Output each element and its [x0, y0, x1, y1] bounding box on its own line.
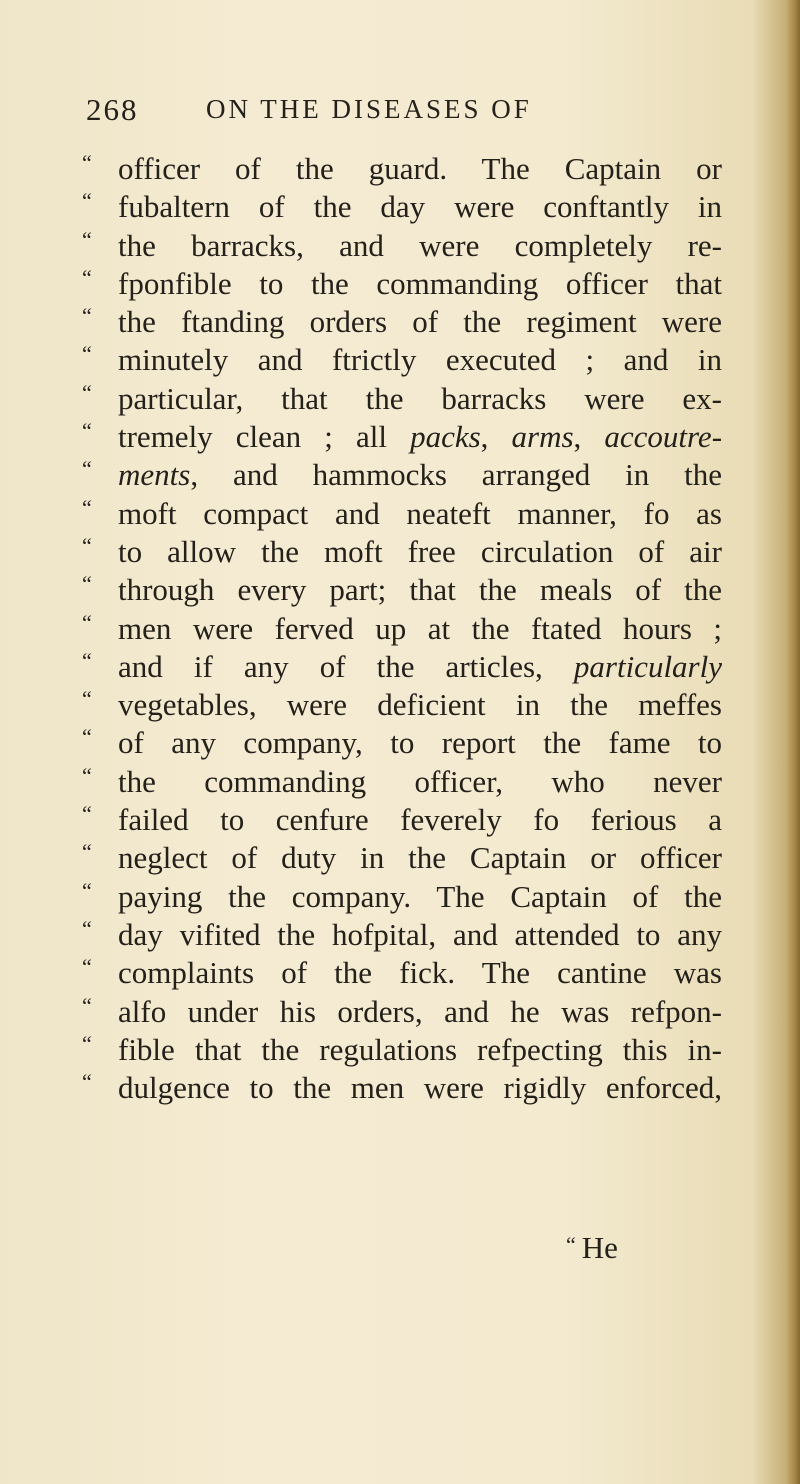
- page-edge-shadow: [786, 0, 800, 1484]
- line-text: complaints of the fick. The cantine was: [118, 955, 722, 991]
- text-line: “ through every part; that the meals of the: [82, 571, 722, 609]
- text-line: “ to allow the moft free circulation of air: [82, 533, 722, 571]
- page-header: [86, 92, 726, 132]
- line-text: alfo under his orders, and he was refpon-: [118, 993, 722, 1029]
- text-line: “ complaints of the fick. The cantine was: [82, 954, 722, 992]
- line-text: failed to cenfure feverely fo ferious a: [118, 802, 722, 838]
- text-line: “ minutely and ftrictly executed ; and in: [82, 341, 722, 379]
- line-text: paying the company. The Captain of the: [118, 878, 722, 914]
- text-line: “ day vifited the hofpital, and attended to any: [82, 916, 722, 954]
- line-text: of any company, to report the fame to: [118, 725, 722, 761]
- line-text: the ftanding orders of the regiment were: [118, 304, 722, 340]
- text-line: “ men were ferved up at the ftated hours ;: [82, 610, 722, 648]
- line-text: through every part; that the meals of the: [118, 572, 722, 608]
- text-line: “ failed to cenfure feverely fo ferious a: [82, 801, 722, 839]
- line-text: fponfible to the commanding officer that: [118, 265, 722, 301]
- text-line: “ the commanding officer, who never: [82, 763, 722, 801]
- text-line: “ of any company, to report the fame to: [82, 724, 722, 762]
- text-line: “ officer of the guard. The Captain or: [82, 150, 722, 188]
- line-text: tremely clean ; all packs, arms, accoutre-: [118, 419, 723, 455]
- line-text: neglect of duty in the Captain or officer: [118, 840, 722, 876]
- line-text: moft compact and neateft manner, fo as: [118, 495, 722, 531]
- line-text: and if any of the articles, particularly: [118, 648, 722, 684]
- text-line: “ moft compact and neateft manner, fo as: [82, 495, 722, 533]
- line-text: minutely and ftrictly executed ; and in: [118, 342, 722, 378]
- text-line: “ alfo under his orders, and he was refpon-: [82, 993, 722, 1031]
- line-text: dulgence to the men were rigidly enforced,: [118, 1070, 722, 1106]
- line-text: men were ferved up at the ftated hours ;: [118, 610, 722, 646]
- line-text: ments, and hammocks arranged in the: [118, 457, 722, 493]
- text-line: “ tremely clean ; all packs, arms, accoutre-: [82, 418, 722, 456]
- line-text: the commanding officer, who never: [118, 763, 722, 799]
- text-line: “ the barracks, and were completely re-: [82, 227, 722, 265]
- text-line: “ fponfible to the commanding officer that: [82, 265, 722, 303]
- text-line: “ paying the company. The Captain of the: [82, 878, 722, 916]
- text-line: “ and if any of the articles, particularly: [82, 648, 722, 686]
- running-head: ON THE DISEASES OF: [206, 94, 532, 124]
- text-line: “ vegetables, were deficient in the meffes: [82, 686, 722, 724]
- text-line: “ the ftanding orders of the regiment were: [82, 303, 722, 341]
- text-line: “ particular, that the barracks were ex-: [82, 380, 722, 418]
- line-text: fubaltern of the day were conftantly in: [118, 189, 722, 225]
- line-text: to allow the moft free circulation of air: [118, 533, 722, 569]
- line-text: particular, that the barracks were ex-: [118, 380, 722, 416]
- line-text: officer of the guard. The Captain or: [118, 151, 722, 186]
- page-number: 268: [86, 92, 139, 127]
- catchword: “ He: [566, 1230, 618, 1265]
- text-line: “ neglect of duty in the Captain or officer: [82, 839, 722, 877]
- line-text: the barracks, and were completely re-: [118, 227, 722, 263]
- text-line: “ ments, and hammocks arranged in the: [82, 456, 722, 494]
- line-text: vegetables, were deficient in the meffes: [118, 687, 722, 723]
- line-text: fible that the regulations refpecting this in-: [118, 1031, 722, 1067]
- line-text: day vifited the hofpital, and attended to any: [118, 916, 722, 952]
- text-line: “ fubaltern of the day were conftantly in: [82, 188, 722, 226]
- catchword-text: He: [581, 1230, 618, 1265]
- text-line: “ dulgence to the men were rigidly enforced,: [82, 1069, 722, 1107]
- text-line: “ fible that the regulations refpecting this in-: [82, 1031, 722, 1069]
- body-text: [82, 150, 722, 1107]
